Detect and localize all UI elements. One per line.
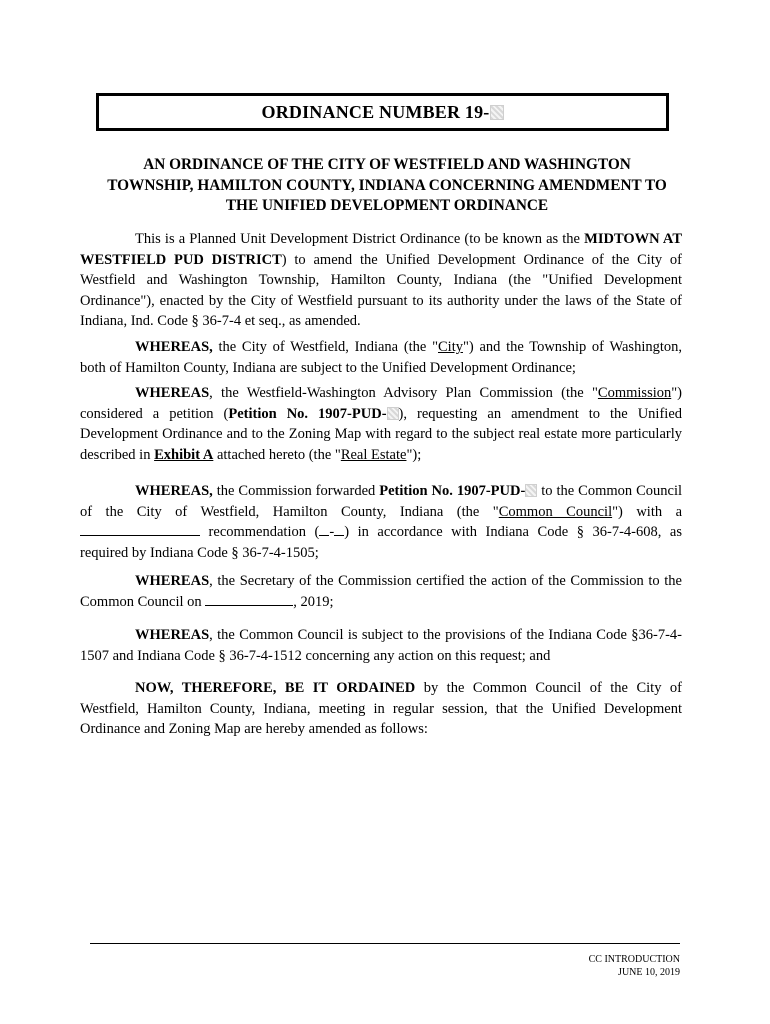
- vote-blank-1: [319, 535, 329, 536]
- defined-term-real-estate: Real Estate: [340, 446, 407, 463]
- whereas3-text-post: ) in accordance with Indiana Code § 36-7-4-608, as required by Indiana Code § 36-7-4-1505;: [80, 524, 682, 561]
- whereas3-text-mid2: ") with a: [612, 503, 683, 520]
- whereas-lead: WHEREAS,: [135, 339, 213, 355]
- heading-line-1: AN ORDINANCE OF THE CITY OF WESTFIELD AND WASHINGTON: [143, 156, 631, 173]
- ordinance-title: ORDINANCE NUMBER 19-: [261, 102, 490, 122]
- petition-number: Petition No. 1907-PUD-: [228, 405, 387, 422]
- whereas2-text-post: ");: [406, 446, 422, 463]
- whereas-paragraph-4: [80, 571, 682, 612]
- intro-text-pre: This is a Planned Unit Development District Ordinance (to be known as the: [135, 231, 585, 247]
- whereas1-text-post: ") and the Township of Washington, both of Hamilton County, Indiana are subject to the Unified Development Ordinance;: [80, 339, 682, 376]
- defined-term-common-council: Common Council: [498, 503, 613, 520]
- redacted-number-placeholder: [490, 105, 504, 120]
- date-blank: [205, 605, 293, 606]
- intro-text-post: ) to amend the Unified Development Ordinance of the City of Westfield and Washington Township, Hamilton County, Indiana (the "Unified Development Ordinance"), enacted by the City of Westfield pursuant to its authority under the laws of the State of Indiana, Ind. Code § 36-7-4 et seq., as amended.: [80, 251, 682, 330]
- ordinance-heading: [80, 155, 694, 217]
- whereas3-text-pre: the Commission forwarded: [212, 483, 380, 499]
- defined-term-commission: Commission: [597, 385, 672, 401]
- whereas3-text-mid: to the Common Council of the City of Westfield, Hamilton County, Indiana (the ": [80, 483, 682, 520]
- title-box: [96, 93, 669, 131]
- vote-dash: -: [329, 524, 335, 541]
- whereas2-text-mid2: ), requesting an amendment to the Unified Development Ordinance and to the Zoning Map with regard to the subject real estate more particularly described in: [80, 405, 683, 463]
- whereas3-text-mid3: recommendation (: [200, 524, 320, 541]
- footer-line-2: JUNE 10, 2019: [618, 967, 680, 978]
- whereas5-text: , the Common Council is subject to the provisions of the Indiana Code §36-7-4-1507 and Indiana Code § 36-7-4-1512 concerning any action on this request; and: [80, 627, 682, 664]
- petition-number: . 1907-PUD-: [449, 483, 526, 499]
- whereas2-text-mid: ") considered a petition (: [80, 385, 682, 422]
- heading-line-3: THE UNIFIED DEVELOPMENT ORDINANCE: [225, 197, 549, 214]
- whereas1-text-pre: the City of Westfield, Indiana (the ": [212, 339, 438, 355]
- now-therefore-lead: NOW, THEREFORE, BE IT ORDAINED: [135, 680, 416, 696]
- intro-paragraph: [80, 229, 682, 332]
- redacted-petition-placeholder: [387, 407, 399, 420]
- page-footer: [589, 953, 680, 979]
- whereas-paragraph-2: [80, 383, 682, 465]
- whereas-paragraph-1: [80, 337, 682, 378]
- whereas2-text-pre: , the Westfield-Washington Advisory Plan Commission (the ": [209, 385, 598, 401]
- district-name: MIDTOWN AT WESTFIELD PUD DISTRICT: [80, 231, 682, 268]
- whereas2-text-mid3: attached hereto (the ": [213, 446, 341, 463]
- vote-blank-2: [334, 535, 344, 536]
- whereas-paragraph-3: [80, 481, 682, 563]
- footer-divider: [90, 943, 680, 944]
- whereas4-text-pre: , the Secretary of the Commission certified the action of the Commission to the Common Council on: [80, 573, 682, 610]
- heading-line-2: TOWNSHIP, HAMILTON COUNTY, INDIANA CONCERNING AMENDMENT TO: [107, 176, 667, 194]
- redacted-petition-placeholder: [525, 484, 537, 497]
- whereas-lead: WHEREAS: [135, 573, 210, 589]
- whereas-lead: WHEREAS: [135, 385, 210, 401]
- footer-line-1: CC INTRODUCTION: [588, 954, 680, 965]
- whereas-paragraph-5: [80, 625, 682, 666]
- now-therefore-paragraph: [80, 678, 682, 740]
- defined-term-city: City: [438, 339, 463, 355]
- recommendation-blank: [80, 535, 200, 536]
- whereas-lead: WHEREAS,: [135, 483, 213, 499]
- exhibit-a-reference: Exhibit A: [154, 446, 214, 463]
- whereas-lead: WHEREAS: [135, 627, 210, 643]
- whereas4-text-post: , 2019;: [293, 593, 334, 610]
- now-therefore-text: by the Common Council of the City of Westfield, Hamilton County, Indiana, meeting in regular session, that the Unified Development Ordinance and Zoning Map are hereby amended as follows:: [80, 680, 682, 738]
- petition-label: Petition No: [379, 483, 450, 499]
